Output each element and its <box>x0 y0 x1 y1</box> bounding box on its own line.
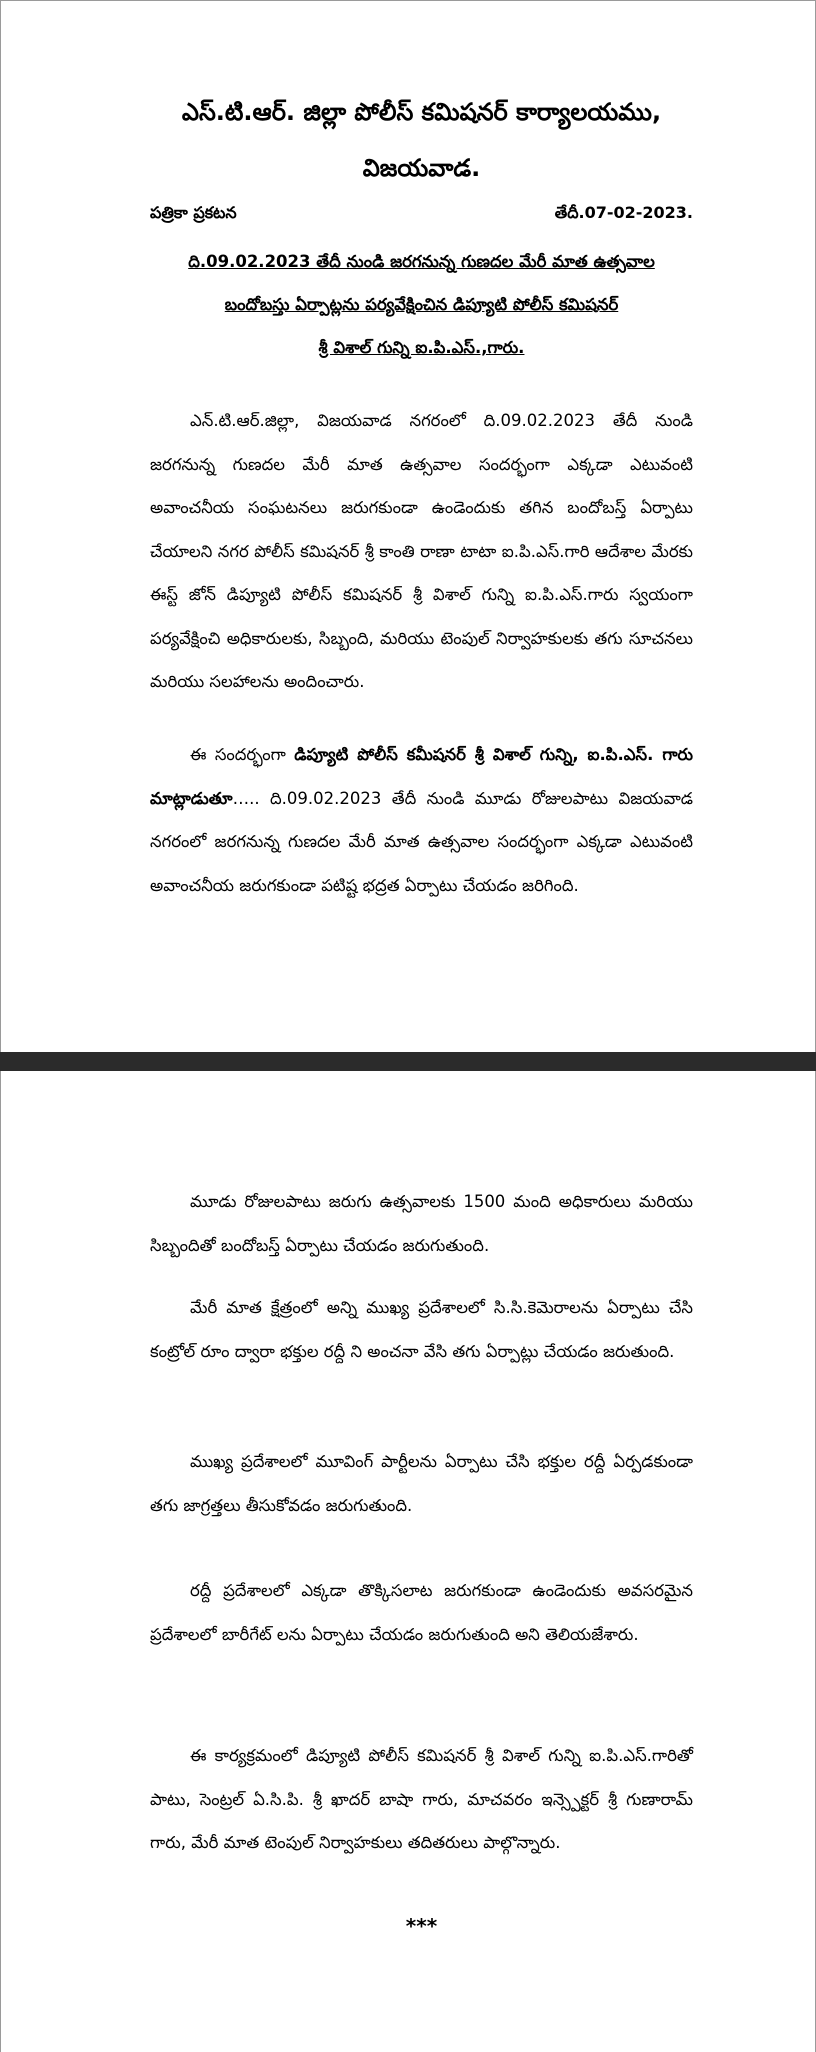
page-separator <box>0 1052 816 1071</box>
para2-speaker: డిప్యూటి పోలీస్ కమీషనర్ శ్రీ విశాల్ గున్ని, ఐ.పి.ఎస్. గారు మాట్లాడుతూ <box>150 745 694 808</box>
headline-line-1: ది.09.02.2023 తేదీ నుండి జరగనున్న గుణదల మేరీ మాత ఉత్సవాల <box>188 252 655 271</box>
body-paragraph-7: ఈ కార్యక్రమంలో డిప్యూటి పోలీస్ కమిషనర్ శ్రీ విశాల్ గున్ని ఐ.పి.ఎస్.గారితో పాటు, సెంట్రల్ ఏ.సి.పి. శ్రీ ఖాదర్ బాషా గారు, మాచవరం ఇన్స్పెక్టర్ శ్రీ గుణారామ్ గారు, మేరీ మాత టెంపుల్ నిర్వాహకులు తదితరులు పాల్గొన్నారు. <box>150 1746 693 1852</box>
body-paragraph-2 <box>150 733 693 907</box>
office-title: ఎస్.టి.ఆర్. జిల్లా పోలీస్ కమిషనర్ కార్యాలయము, <box>181 98 662 126</box>
city-title: విజయవాడ. <box>362 154 481 182</box>
body-paragraph-5: ముఖ్య ప్రదేశాలలో మూవింగ్ పార్టీలను ఏర్పాటు చేసి భక్తుల రద్దీ ఏర్పడకుండా తగు జాగ్రత్తలు తీసుకోవడం జరుగుతుంది. <box>150 1452 693 1515</box>
press-release-label: పత్రికా ప్రకటన <box>150 203 237 222</box>
body-paragraph-6: రద్దీ ప్రదేశాలలో ఎక్కడా తొక్కిసలాట జరుగకుండా ఉండెందుకు అవసరమైన ప్రదేశాలలో బారీగేట్ లను ఏర్పాటు చేయడం జరుగుతుంది అని తెలియజేశారు. <box>150 1581 693 1644</box>
body-paragraph-3: మూడు రోజులపాటు జరుగు ఉత్సవాలకు 1500 మంది అధికారులు మరియు సిబ్బందితో బందోబస్త్ ఏర్పాటు చేయడం జరుగుతుంది. <box>150 1192 693 1255</box>
end-of-release-mark: *** <box>405 1914 438 1938</box>
headline <box>150 240 693 369</box>
headline-line-3: శ్రీ విశాల్ గున్ని ఐ.పి.ఎస్.,గారు. <box>318 338 525 357</box>
meta-row <box>150 203 693 226</box>
para2-intro: ఈ సందర్భంగా <box>190 745 295 764</box>
headline-line-2: బందోబస్తు ఏర్పాట్లను పర్యవేక్షించిన డిప్యూటి పోలీస్ కమిషనర్ <box>224 295 619 314</box>
document-page-2 <box>0 1071 816 2052</box>
body-paragraph-4: మేరీ మాత క్షేత్రంలో అన్ని ముఖ్య ప్రదేశాలలో సి.సి.కెమెరాలను ఏర్పాటు చేసి కంట్రోల్ రూం ద్వారా భక్తుల రద్దీ ని అంచనా వేసి తగు ఏర్పాట్లు చేయడం జరుతుంది. <box>150 1298 693 1361</box>
body-paragraph-1: ఎన్.టి.ఆర్.జిల్లా, విజయవాడ నగరంలో ది.09.02.2023 తేదీ నుండి జరగనున్న గుణదల మేరీ మాత ఉత్సవాల సందర్భంగా ఎక్కడా ఎటువంటి అవాంచనీయ సంఘటనలు జరుగకుండా ఉండెందుకు తగిన బందోబస్త్ ఏర్పాటు చేయాలని నగర పోలీస్ కమిషనర్ శ్రీ కాంతి రాణా టాటా ఐ.పి.ఎస్.గారి ఆదేశాల మేరకు ఈస్ట్ జోన్ డిప్యూటి పోలీస్ కమిషనర్ శ్రీ విశాల్ గున్ని ఐ.పి.ఎస్.గారు స్వయంగా పర్యవేక్షించి అధికారులకు, సిబ్బంది, మరియు టెంపుల్ నిర్వాహకులకు తగు సూచనలు మరియు సలహాలను అందించారు. <box>150 411 693 691</box>
release-date: తేదీ.07-02-2023. <box>554 203 693 222</box>
para2-rest: ….. ది.09.02.2023 తేదీ నుండి మూడు రోజులపాటు విజయవాడ నగరంలో జరగనున్న గుణదల మేరీ మాత ఉత్సవాల సందర్భంగా ఎక్కడా ఎటువంటి అవాంచనీయ జరుగకుండా పటిష్ట భద్రత ఏర్పాటు చేయడం జరిగింది. <box>150 788 693 895</box>
